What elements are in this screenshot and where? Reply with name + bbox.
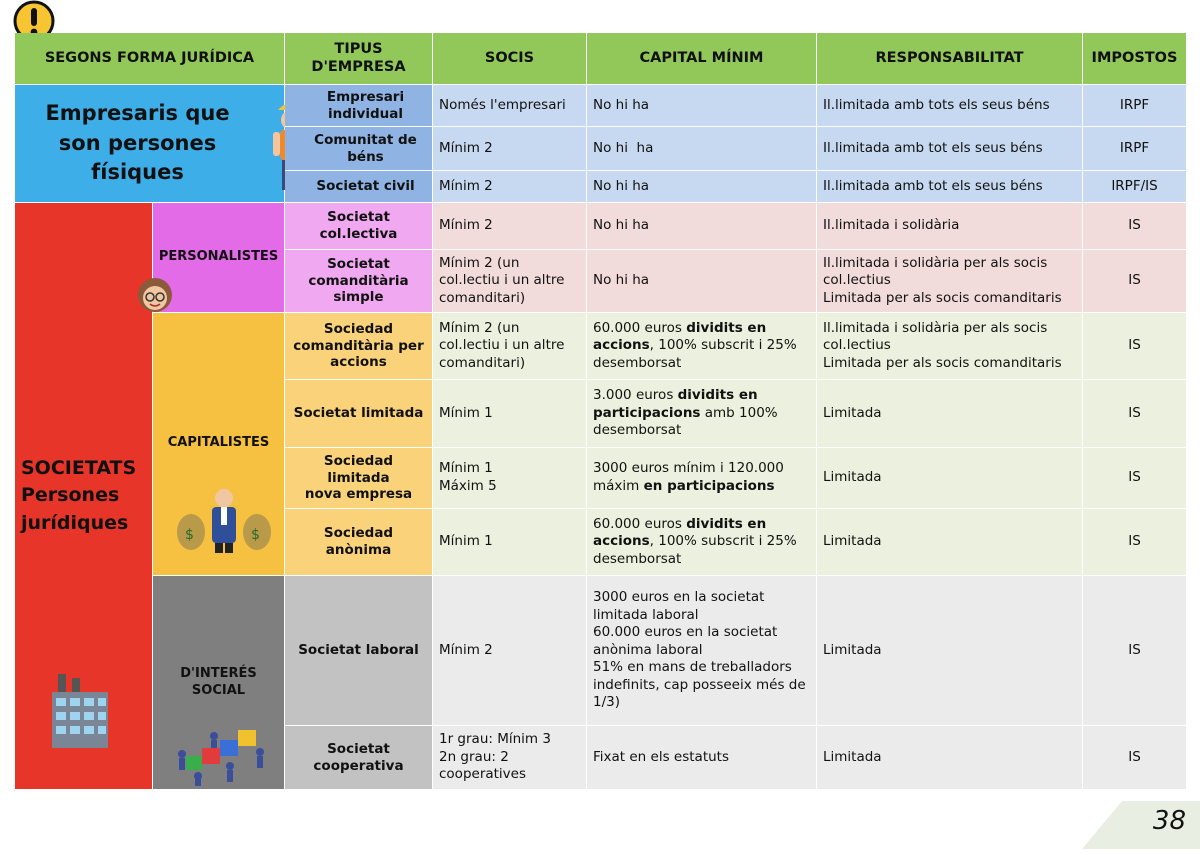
row-5-capital-a: 60.000 euros (593, 319, 687, 336)
row-8-tipus: Sociedad anònima (285, 509, 433, 576)
row-5-socis: Mínim 2 (un col.lectiu i un altre comanditari) (433, 313, 587, 380)
row-0-impostos: IRPF (1083, 85, 1187, 127)
row-7-tipus: Sociedad limitada nova empresa (285, 448, 433, 509)
row-0-capital: No hi ha (587, 85, 817, 127)
row-10-responsabilitat: Limitada (817, 726, 1083, 790)
row-5-capital-c: , 100% subscrit i 25% desemborsat (593, 337, 797, 371)
row-9-socis: Mínim 2 (433, 576, 587, 726)
row-7-capital (587, 448, 817, 509)
header-tipus: TIPUS D'EMPRESA (285, 33, 433, 85)
group-societats-subtitle: Persones jurídiques (21, 484, 129, 534)
row-6-capital-a: 3.000 euros (593, 387, 678, 404)
row-9-responsabilitat: Limitada (817, 576, 1083, 726)
row-8-capital-b: dividits en accions (593, 515, 767, 550)
row-6-tipus: Societat limitada (285, 380, 433, 448)
row-4-impostos: IS (1083, 250, 1187, 313)
row-2-impostos: IRPF/IS (1083, 171, 1187, 203)
row-4-responsabilitat: Il.limitada i solidària per als socis col.lectius Limitada per als socis comanditaris (817, 250, 1083, 313)
row-0-responsabilitat: Il.limitada amb tots els seus béns (817, 85, 1083, 127)
row-10-impostos: IS (1083, 726, 1187, 790)
row-8-capital (587, 509, 817, 576)
puzzle-team-icon (172, 724, 272, 786)
header-impostos: IMPOSTOS (1083, 33, 1187, 85)
svg-text:$: $ (185, 527, 194, 543)
group-interes-social: D'INTERÉS SOCIAL (153, 576, 285, 790)
row-6-impostos: IS (1083, 380, 1187, 448)
row-6-responsabilitat: Limitada (817, 380, 1083, 448)
row-9-tipus: Societat laboral (285, 576, 433, 726)
row-2-capital: No hi ha (587, 171, 817, 203)
group-fisiques (15, 85, 285, 203)
row-4-tipus: Societat comanditària simple (285, 250, 433, 313)
row-10-tipus: Societat cooperativa (285, 726, 433, 790)
row-10-socis: 1r grau: Mínim 3 2n grau: 2 cooperatives (433, 726, 587, 790)
row-8-responsabilitat: Limitada (817, 509, 1083, 576)
row-6-capital-c: amb 100% desemborsat (593, 404, 778, 439)
row-7-responsabilitat: Limitada (817, 448, 1083, 509)
row-4-capital: No hi ha (587, 250, 817, 313)
row-7-impostos: IS (1083, 448, 1187, 509)
row-6-capital (587, 380, 817, 448)
header-socis: SOCIS (433, 33, 587, 85)
svg-text:$: $ (251, 527, 260, 543)
row-5-capital (587, 313, 817, 380)
row-2-responsabilitat: Il.limitada amb tot els seus béns (817, 171, 1083, 203)
row-10-capital: Fixat en els estatuts (587, 726, 817, 790)
row-3-capital: No hi ha (587, 203, 817, 250)
group-personalistes: PERSONALISTES (153, 203, 285, 313)
row-5-tipus: Sociedad comanditària per accions (285, 313, 433, 380)
row-9-impostos: IS (1083, 576, 1187, 726)
row-7-socis: Mínim 1 Máxim 5 (433, 448, 587, 509)
row-2-socis: Mínim 2 (433, 171, 587, 203)
row-2-tipus: Societat civil (285, 171, 433, 203)
row-1-socis: Mínim 2 (433, 127, 587, 171)
header-capital: CAPITAL MÍNIM (587, 33, 817, 85)
group-capitalistes: CAPITALISTES (153, 313, 285, 576)
row-1-tipus: Comunitat de béns (285, 127, 433, 171)
row-3-socis: Mínim 2 (433, 203, 587, 250)
row-8-socis: Mínim 1 (433, 509, 587, 576)
row-1-capital: No hi ha (587, 127, 817, 171)
page-number: 38 (1152, 806, 1186, 836)
avatar-woman-icon (137, 276, 173, 314)
row-3-tipus: Societat col.lectiva (285, 203, 433, 250)
businessman-money-icon (175, 484, 273, 554)
row-4-socis: Mínim 2 (un col.lectiu i un altre comanditari) (433, 250, 587, 313)
group-societats-title: SOCIETATS (21, 456, 137, 479)
row-8-capital-a: 60.000 euros (593, 515, 687, 532)
row-5-capital-b: dividits en accions (593, 319, 767, 354)
header-forma: SEGONS FORMA JURÍDICA (15, 33, 285, 85)
row-8-impostos: IS (1083, 509, 1187, 576)
row-8-capital-c: , 100% subscrit i 25% desemborsat (593, 533, 797, 567)
row-5-impostos: IS (1083, 313, 1187, 380)
row-1-impostos: IRPF (1083, 127, 1187, 171)
row-6-capital-b: dividits en participacions (593, 387, 758, 421)
row-7-capital-a: 3000 euros mínim i 120.000 máxim (593, 460, 784, 494)
group-fisiques-label: Empresaris que son persones físiques (45, 101, 230, 185)
row-3-responsabilitat: Il.limitada i solidària (817, 203, 1083, 250)
row-5-responsabilitat: Il.limitada i solidària per als socis col.lectius Limitada per als socis comanditaris (817, 313, 1083, 380)
factory-icon (50, 670, 110, 750)
row-0-tipus: Empresari individual (285, 85, 433, 127)
header-responsabilitat: RESPONSABILITAT (817, 33, 1083, 85)
row-0-socis: Només l'empresari (433, 85, 587, 127)
row-7-capital-b: en participacions (643, 478, 775, 494)
row-1-responsabilitat: Il.limitada amb tot els seus béns (817, 127, 1083, 171)
row-3-impostos: IS (1083, 203, 1187, 250)
row-9-capital: 3000 euros en la societat limitada laboral 60.000 euros en la societat anònima laboral 51% en mans de treballadors indefinits, cap posseeix més de 1/3) (587, 576, 817, 726)
row-6-socis: Mínim 1 (433, 380, 587, 448)
